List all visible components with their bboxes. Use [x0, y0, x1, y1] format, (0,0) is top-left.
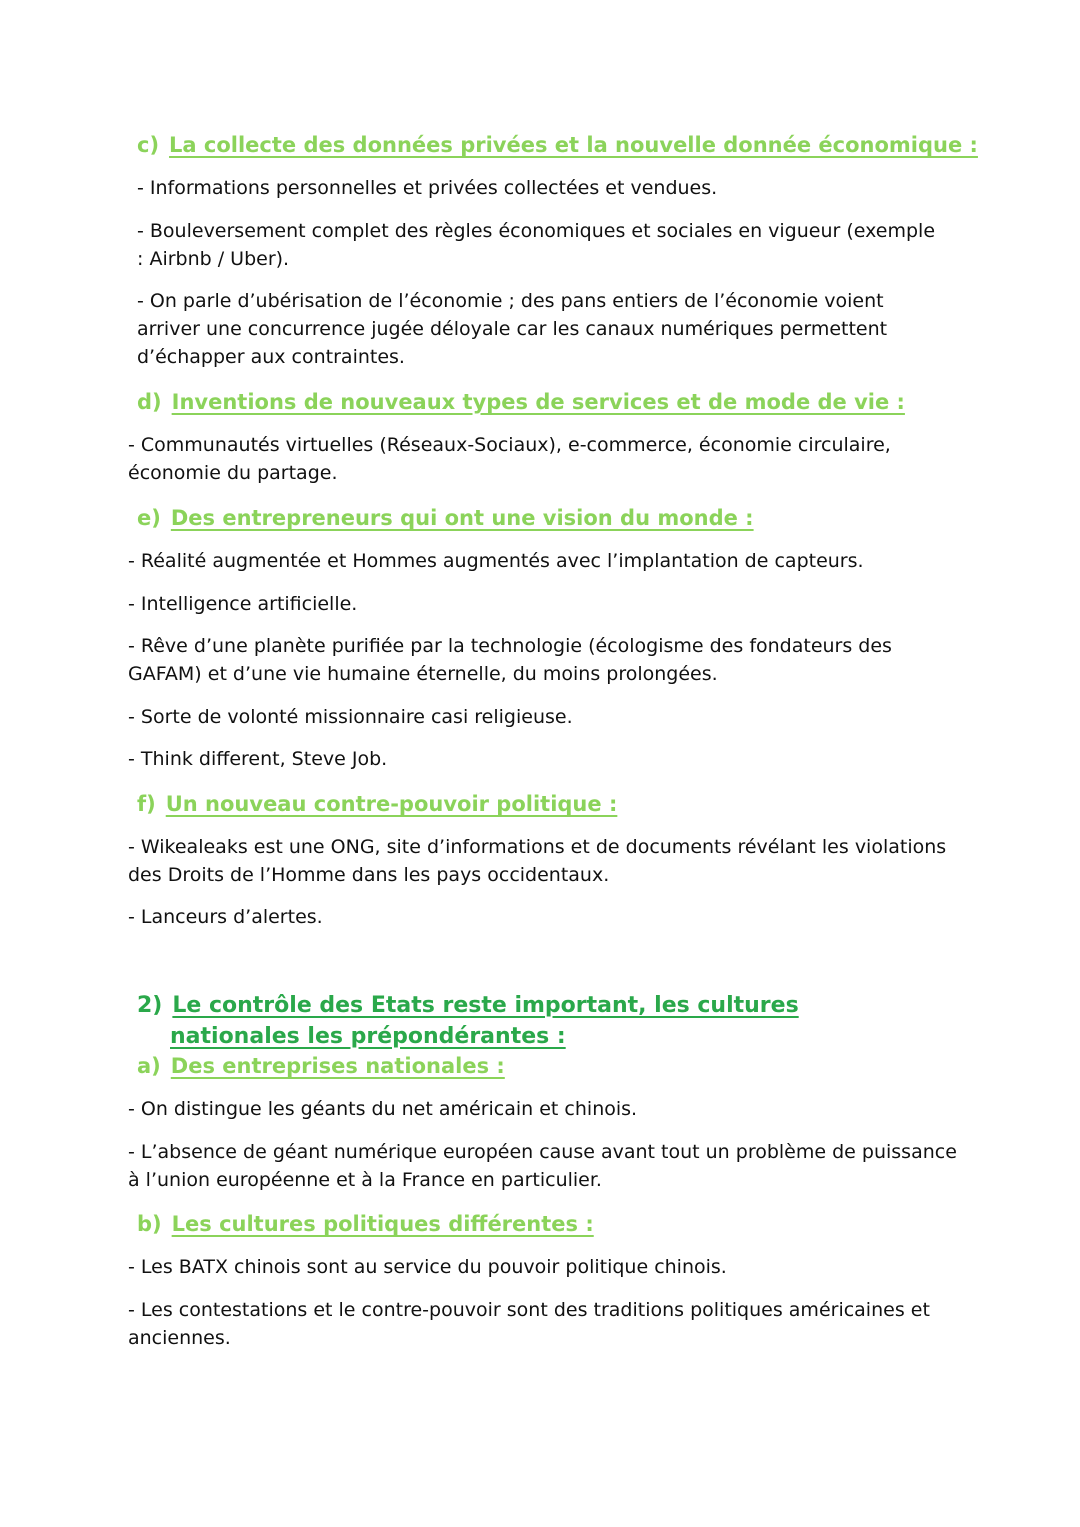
heading-title: Inventions de nouveaux types de services et de mode de vie :: [171, 390, 905, 414]
paragraph: - Les contestations et le contre-pouvoir sont des traditions politiques américaines et anciennes.: [128, 1299, 930, 1349]
paragraph: - Bouleversement complet des règles économiques et sociales en vigueur (exemple : Airbnb / Uber).: [137, 220, 936, 270]
paragraph: - Sorte de volonté missionnaire casi religieuse.: [128, 706, 573, 728]
heading-section-c: [137, 130, 978, 160]
heading-number: d): [137, 390, 162, 414]
paragraph: - Wikealeaks est une ONG, site d’informations et de documents révélant les violations des Droits de l’Homme dans les pays occidentaux.: [128, 836, 947, 886]
paragraph: - Intelligence artificielle.: [128, 593, 358, 615]
heading-number: a): [137, 1054, 161, 1078]
heading-section-b: [137, 1209, 594, 1239]
heading-number: 2): [137, 993, 163, 1018]
paragraph: - Lanceurs d’alertes.: [128, 906, 323, 928]
paragraph: - L’absence de géant numérique européen cause avant tout un problème de puissance à l’union européenne et à la France en particulier.: [128, 1141, 957, 1191]
heading-title: Les cultures politiques différentes :: [171, 1212, 594, 1236]
paragraph: - Les BATX chinois sont au service du pouvoir politique chinois.: [128, 1256, 727, 1278]
heading-number: b): [137, 1212, 162, 1236]
heading-title: Un nouveau contre-pouvoir politique :: [165, 792, 618, 816]
heading-title: Le contrôle des Etats reste important, les cultures nationales les prépondérantes :: [170, 993, 799, 1049]
heading-section-e: [137, 503, 754, 533]
heading-section-f: [137, 789, 617, 819]
heading-number: c): [137, 133, 160, 157]
paragraph: - Think different, Steve Job.: [128, 748, 388, 770]
heading-section-d: [137, 387, 905, 417]
heading-number: f): [137, 792, 156, 816]
heading-part-2: [137, 990, 930, 1052]
paragraph: - Réalité augmentée et Hommes augmentés avec l’implantation de capteurs.: [128, 550, 864, 572]
paragraph: - Informations personnelles et privées collectées et vendues.: [137, 177, 718, 199]
heading-number: e): [137, 506, 161, 530]
paragraph: - Communautés virtuelles (Réseaux-Sociaux), e-commerce, économie circulaire, économie du partage.: [128, 434, 891, 484]
heading-title: Des entreprises nationales :: [170, 1054, 505, 1078]
paragraph: - On parle d’ubérisation de l’économie ; des pans entiers de l’économie voient arriver une concurrence jugée déloyale car les canaux numériques permettent d’échapper aux contraintes.: [137, 290, 888, 368]
heading-section-a: [137, 1051, 505, 1081]
paragraph: - On distingue les géants du net américain et chinois.: [128, 1098, 638, 1120]
heading-title: Des entrepreneurs qui ont une vision du monde :: [170, 506, 754, 530]
heading-title: La collecte des données privées et la nouvelle donnée économique :: [169, 133, 978, 157]
paragraph: - Rêve d’une planète purifiée par la technologie (écologisme des fondateurs des GAFAM) et d’une vie humaine éternelle, du moins prolongées.: [128, 635, 892, 685]
